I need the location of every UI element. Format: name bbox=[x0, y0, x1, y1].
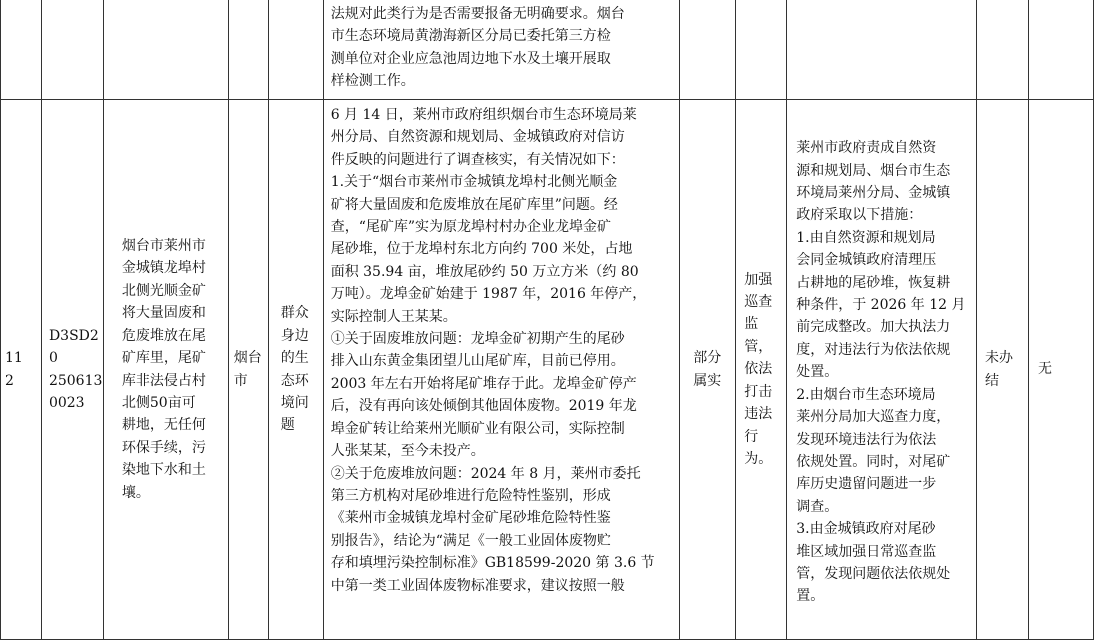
city-cell bbox=[228, 100, 268, 640]
measures-cell bbox=[787, 0, 977, 100]
issue-cell bbox=[103, 0, 228, 100]
measures-text: 莱州市政府责成自然资 源和规划局、烟台市生态 环境局莱州分局、金城镇 政府采取以下措施： 1.由自然资源和规划局 会同金城镇政府清理压 占耕地的尾砂堆，恢复耕 种条件，于 2026 年 12 月 前完成整改。加大执法力 度，对违法行为依法依规 处置。 2.由烟台市生态环境局 莱州分局加大巡查力度， 发现环境违法行为依法 依规处置。同时，对尾矿 库历史遗留问题进一步 调查。 3.由金城镇政府对尾砂 堆区域加强日常巡查监 管，发现问题依法依规处 置。 bbox=[796, 140, 966, 605]
city-text: 烟台 市 bbox=[233, 350, 262, 389]
verdict-cell bbox=[680, 100, 736, 640]
status-text: 未办 结 bbox=[985, 350, 1014, 389]
verdict-text: 部分 属实 bbox=[693, 350, 722, 389]
issue-cell bbox=[103, 100, 228, 640]
accountability-text: 无 bbox=[1037, 361, 1052, 378]
issue-type-text: 群众 身边 的生 态环 境问 题 bbox=[280, 305, 309, 434]
findings-text: 6 月 14 日，莱州市政府组织烟台市生态环境局莱 州分局、自然资源和规划局、金城镇政府对信访 件反映的问题进行了调查核实，有关情况如下： 1.关于“烟台市莱州市金城镇龙埠村北侧光顺金 矿将大量固废和危废堆放在尾矿库里”问题。经 查，“尾矿库”实为原龙埠村村办企业龙埠金矿 尾砂堆，位于龙埠村东北方向约 700 米处，占地 面积 35.94 亩，堆放尾砂约 50 万立方米（约 80 万吨）。龙埠金矿始建于 1987 年，2016 年停产， 实际控制人王某某。 ①关于固废堆放问题：龙埠金矿初期产生的尾砂 排入山东黄金集团望儿山尾矿库，目前已停用。 2003 年左右开始将尾矿堆存于此。龙埠金矿停产 后，没有再向该处倾倒其他固体废物。2019 年龙 埠金矿转让给莱州光顺矿业有限公司，实际控制 人张某某，至今未投产。 ②关于危废堆放问题：2024 年 8 月，莱州市委托 第三方机构对尾砂堆进行危险特性鉴别，形成 《莱州市金城镇龙埠村金矿尾砂堆危险特性鉴 别报告》，结论为“满足《一般工业固体废物贮 存和填埋污染控制标准》GB18599-2020 第 3.6 节 中第一类工业固体废物标准要求，建议按照一般 bbox=[330, 107, 655, 594]
type-cell bbox=[268, 100, 323, 640]
findings-text: 法规对此类行为是否需要报备无明确要求。烟台 市生态环境局黄渤海新区分局已委托第三方检 测单位对企业应急池周边地下水及土壤开展取 样检测工作。 bbox=[330, 6, 625, 90]
verdict-cell bbox=[680, 0, 736, 100]
handling-text: 加强 巡查 监 管， 依法 打击 违法 行 为。 bbox=[744, 271, 773, 467]
seq-number: 11 2 bbox=[5, 350, 23, 389]
table-row bbox=[1, 0, 1094, 100]
accountability-cell bbox=[1028, 100, 1093, 640]
seq-cell bbox=[1, 100, 42, 640]
handling-cell bbox=[736, 0, 787, 100]
findings-cell bbox=[323, 0, 680, 100]
issue-text: 烟台市莱州市 金城镇龙埠村 北侧光顺金矿 将大量固废和 危废堆放在尾 矿库里，尾矿 库非法侵占村 北侧50亩可 耕地，无任何 环保手续，污 染地下水和土 壤。 bbox=[121, 238, 206, 501]
accountability-cell bbox=[1028, 0, 1093, 100]
seq-cell bbox=[1, 0, 42, 100]
status-cell bbox=[977, 0, 1029, 100]
table-row bbox=[1, 100, 1094, 640]
code-cell bbox=[41, 100, 103, 640]
type-cell bbox=[268, 0, 323, 100]
status-cell bbox=[977, 100, 1029, 640]
handling-cell bbox=[736, 100, 787, 640]
code-cell bbox=[41, 0, 103, 100]
city-cell bbox=[228, 0, 268, 100]
findings-cell bbox=[323, 100, 680, 640]
measures-cell bbox=[787, 100, 977, 640]
case-code: D3SD20 250613 0023 bbox=[48, 327, 103, 411]
